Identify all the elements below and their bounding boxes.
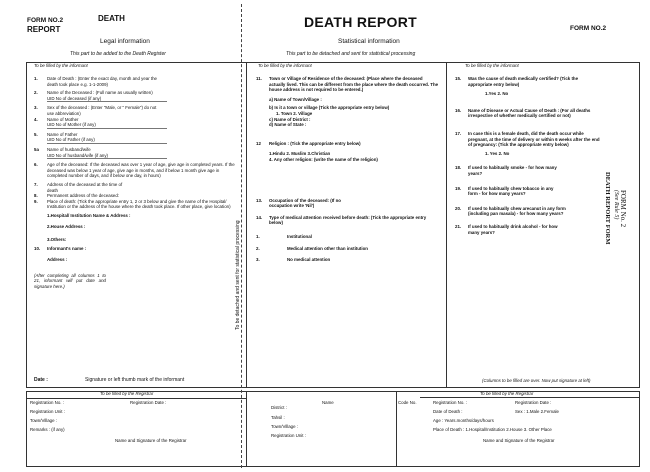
q11d: d) Name of State : <box>269 122 307 128</box>
q16: 16. Name of Disease or Actual Cause of Death : (For all deaths irrespective of whether medically certified or not) <box>455 107 591 119</box>
columns-note: (Columns to be filled are over. Now put signature at left) <box>482 378 591 383</box>
reg-date: Registration Date : <box>130 400 167 405</box>
q14-opt3: 3. No medical attention <box>256 257 331 263</box>
item-2: 2. Name of the Deceased : (Full name as usually written) <box>34 90 153 96</box>
right-filled-by: To be filled by the informant <box>465 63 519 68</box>
name-label: Name <box>322 400 334 405</box>
q11a: a) Name of Town/Village : <box>269 96 322 102</box>
place-field: Place of Death : 1.Hospital/Institution 2.House 3. Other Place <box>433 427 552 432</box>
q17: 17. In case this is a female death, did the death occur while pregnant, at the time of delivery or within 6 weeks after the end of pregnancy: (Tick the appropriate entry below) <box>455 130 600 148</box>
divider-bottom-right <box>396 391 397 467</box>
item-8: 8. Permanent address of the deceased: <box>34 193 120 199</box>
reg-no-2: Registration No. : <box>433 400 467 405</box>
item-uid-father: UID No of Father (if any) <box>47 137 95 143</box>
tahsil: Tahsil : <box>271 415 285 420</box>
item-uid-deceased: UID No of deceased (if any) <box>47 95 102 101</box>
form-no-right: FORM NO.2 <box>570 25 607 32</box>
q11b-options: 1. Town 2. Village <box>276 110 313 116</box>
right-items <box>455 76 603 235</box>
q12: 12 Religion : (Tick the appropriate entry below) <box>256 140 361 146</box>
legal-heading: Legal information <box>100 38 150 45</box>
q14: 14. Type of medical attention received before death: (Tick the appropriate entry below) <box>256 214 427 226</box>
item-7: 7. Address of the deceased at the time of death <box>34 181 123 193</box>
reg-unit-2: Registration Unit : <box>271 433 306 438</box>
code-no: Code No. <box>398 400 417 405</box>
side-rule: (See Rule 5) <box>613 190 619 220</box>
form-no-left: FORM NO.2 <box>27 17 64 24</box>
q19: 19. If used to habitually chew tobacco in any form - for how many years? <box>455 185 554 197</box>
q17-options: 1. Yes 2. No <box>485 150 510 156</box>
q14-opt2: 2. Medical attention other than institution <box>256 245 368 251</box>
divider-bottom-left <box>246 391 247 467</box>
q15-options: 1.Yes 2. No <box>485 91 509 97</box>
q11c: c) Name of District : <box>269 116 311 122</box>
side-form-no: FORM No. 2 <box>619 190 627 228</box>
item-4: 4. Name of Mother <box>34 116 79 122</box>
legal-note: This part to be added to the Death Register <box>70 51 166 57</box>
item-5a: 5a Name of husband/wife <box>34 146 91 152</box>
date-of-death: Date of Death : <box>433 409 463 414</box>
q12-options: 1.Hindu 2. Muslim 3.Christian <box>269 151 331 157</box>
vertical-note: To be detached and sent for statistical processing <box>235 220 241 330</box>
reg-unit: Registration Unit : <box>30 409 65 414</box>
side-title: DEATH REPORT FORM <box>604 172 611 245</box>
q21: 21. If used to habitually drink alcohol - for how many years? <box>455 223 558 235</box>
age-field: Age : Years.months/days/hours <box>433 418 494 423</box>
q11: 11. Town or Village of Residence of the deceased: (Place where the deceased actually lived. This can be different from the place where the death occurred. The house address is not required to be entered.) <box>256 76 439 93</box>
place-hospital: 1.Hospital/ Institution Name & Address : <box>47 212 131 218</box>
reg-signature-right: Name and Signature of the Registrar <box>483 438 555 443</box>
after-note: (After completing all columns 1 to 21, informant will put date and signature here.) <box>34 272 106 290</box>
left-filled-by: To be filled by the informant <box>34 63 88 68</box>
informant-address: Address : <box>47 257 68 263</box>
bottom-right-header-line <box>420 397 640 398</box>
divider-left <box>246 62 247 388</box>
left-items <box>34 76 242 290</box>
item-9: 9. Place of death: (Tick the appropriate entry 1, 2 or 3 below and give the name of the Hospital/ Institution or the address of the house where the death took place. If other place, give location) <box>34 198 231 210</box>
reg-signature-left: Name and Signature of the Registrar <box>115 438 187 443</box>
bottom-left-header-line <box>26 398 246 399</box>
report-label: REPORT <box>27 25 61 34</box>
item-1: 1. Date of Death : (Enter the exact day, month and year the death took place e.g. 1-1-2009) <box>34 76 157 87</box>
q11b: b) Is it a town or village (Tick the appropriate entry below) <box>269 105 390 111</box>
q14-opt1: 1. Institutional <box>256 233 312 239</box>
item-10: 10. Informant's name : <box>34 245 87 251</box>
signature-label: Signature or left thumb mark of the informant <box>85 377 185 383</box>
reg-no: Registration No. : <box>30 400 64 405</box>
district: District : <box>271 405 287 410</box>
divider-right <box>446 62 447 388</box>
q12-other: 4. Any other religion: (write the name of the religion) <box>269 156 378 162</box>
q15: 15. Was the cause of death medically certified? (Tick the appropriate entry below) <box>455 76 579 87</box>
item-6: 6. Age of the deceased: If the deceased was over 1 year of age, give age in completed years. If the deceased was below 1 year of age, give age in months, and if below 1 month give age in completed number of days, and if below one day, in hours) <box>34 162 235 179</box>
reg-date-2: Registration Date : <box>515 400 552 405</box>
item-uid-spouse: UID No of husband/wife (if any) <box>47 152 109 158</box>
place-house: 2.House Address : <box>47 224 86 230</box>
middle-items <box>256 76 442 263</box>
middle-filled-by: To be filled by the informant <box>258 63 312 68</box>
bottom-filled-by-registrar: To be filled by the Registrar <box>100 391 154 396</box>
stat-heading: Statistical information <box>338 38 400 45</box>
bottom-filled-by-registrar-2: To be filled by the Registrar <box>480 391 534 396</box>
page-title: DEATH REPORT <box>304 14 418 30</box>
sex-field: Sex : 1.Male 2.Female <box>515 409 559 414</box>
item-3: 3. Sex of the deceased : (Enter "Male, or " Female") do not use abbreviation) <box>34 105 157 116</box>
town-village-2: Town/Village : <box>271 424 299 429</box>
q13: 13. Occupation of the deceased: (If no occupation write 'Nil') <box>256 197 341 209</box>
place-others: 3.Others: <box>47 237 67 243</box>
q18: 18. If used to habitually smoke - for how many years? <box>455 165 557 176</box>
stat-note: This part to be detached and sent for statistical processing <box>286 51 416 57</box>
q20: 20. If used to habitually chew arecanut in any form (including pan masala) - for how many years? <box>455 205 566 217</box>
date-label: Date : <box>34 377 48 383</box>
town-village: Town/Village : <box>30 418 58 423</box>
remarks: Remarks : (if any) <box>30 427 65 432</box>
item-5: 5. Name of Father <box>34 131 78 137</box>
item-uid-mother: UID No of Mother (if any) <box>47 122 96 128</box>
death-label: DEATH <box>98 14 125 23</box>
